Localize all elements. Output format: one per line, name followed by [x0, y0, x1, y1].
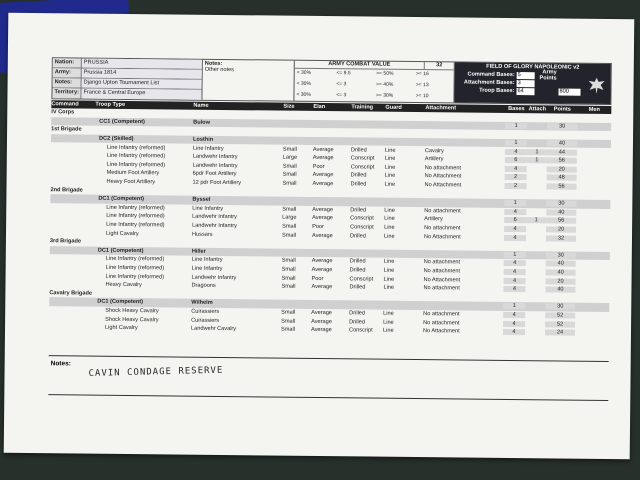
acv-cell: <= 3	[336, 92, 347, 99]
cell-attachment	[425, 134, 505, 135]
cell-attachment: No attachment	[424, 207, 461, 215]
other-notes-label: Notes:	[204, 60, 223, 67]
cell-bases: 6	[505, 157, 527, 163]
cell-troop-type	[94, 242, 192, 243]
cell-size: Small	[282, 206, 297, 213]
cell-guard: Line	[384, 181, 396, 188]
cell-name: Landwehr Infantry	[192, 153, 238, 161]
cell-bases: 1	[503, 303, 525, 309]
cell-bases: 4	[503, 286, 525, 292]
cell-training: Drilled	[350, 147, 367, 154]
cell-name: Bulow	[193, 119, 210, 126]
col-size: Size	[283, 103, 295, 110]
cell-bases: 4	[504, 235, 526, 241]
footer-notes-label: Notes:	[50, 360, 71, 368]
cell-guard: Line	[384, 224, 395, 231]
cell-points: 40	[546, 269, 576, 275]
cell-points: 24	[545, 330, 575, 336]
cell-elan: Average	[312, 180, 334, 188]
cell-bases: 2	[505, 183, 527, 189]
cell-command: IV Corps	[51, 109, 75, 116]
cell-elan: Average	[312, 146, 334, 153]
handwritten-note: CAVIN CONDAGE RESERVE	[88, 365, 224, 379]
cell-name: Dragoons	[191, 282, 216, 290]
attachment-bases-value: 3	[517, 80, 535, 87]
cell-size: Small	[281, 275, 296, 282]
cell-elan: Average	[311, 232, 333, 239]
army-points-value: 800	[558, 88, 580, 95]
cell-size: Small	[281, 232, 297, 239]
army-label: Army:	[53, 68, 81, 77]
cell-guard: Line	[384, 164, 396, 171]
cell-name: Cuirassiers	[191, 317, 220, 324]
cell-points: 20	[546, 278, 576, 284]
cell-troop-type: Line Infantry (reformed)	[106, 221, 165, 229]
cell-elan: Average	[312, 215, 333, 222]
cell-size: Large	[282, 215, 297, 222]
cell-bases: 1	[504, 252, 526, 258]
col-men: Men	[588, 106, 600, 113]
cell-attachment: No attachment	[423, 319, 460, 327]
cell-training: Drilled	[349, 310, 366, 317]
cell-troop-type: Line Infantry (reformed)	[106, 153, 166, 160]
cell-training: Drilled	[349, 258, 366, 265]
cell-attach: 1	[526, 218, 546, 224]
eagle-icon	[586, 76, 606, 96]
nation-label: Nation:	[53, 58, 81, 67]
cell-attach: 1	[527, 157, 547, 163]
acv-cell: >= 30%	[375, 92, 394, 99]
cell-bases: 2	[505, 174, 527, 180]
cell-troop-type	[93, 293, 191, 294]
col-attach: Attach	[528, 106, 547, 113]
cell-troop-type: DC2 (Skilled)	[98, 135, 134, 143]
acv-value: 32	[424, 62, 454, 69]
cell-attachment	[424, 254, 504, 255]
cell-attachment: Artillery	[424, 216, 443, 223]
cell-size: Small	[280, 326, 296, 333]
cell-size: Small	[282, 163, 297, 170]
notes-label: Notes:	[53, 78, 81, 87]
cell-troop-type: Line Infantry (reformed)	[106, 144, 166, 152]
cell-name: Line Infantry	[191, 257, 223, 264]
cell-points: 56	[547, 183, 577, 189]
cell-troop-type: Line Infantry (reformed)	[105, 264, 165, 272]
cell-command: 2nd Brigade	[50, 186, 83, 194]
col-name: Name	[193, 102, 209, 109]
cell-guard: Line	[383, 267, 395, 274]
cell-training: Conscript	[350, 224, 374, 231]
cell-attachment: No Attachment	[422, 328, 460, 335]
cell-elan: Average	[311, 318, 332, 325]
cell-bases: 4	[503, 320, 525, 326]
cell-name: Hussars	[191, 231, 213, 238]
cell-points: 44	[547, 149, 577, 155]
col-elan: Elan	[313, 103, 326, 111]
cell-guard: Line	[383, 259, 395, 266]
territory-label: Territory:	[52, 88, 80, 98]
cell-troop-type: CC1 (Competent)	[99, 118, 145, 126]
cell-elan: Poor	[312, 223, 324, 231]
acv-cell: >= 16	[415, 71, 429, 78]
cell-bases: 4	[504, 260, 526, 266]
cell-attachment: No Attachment	[423, 276, 461, 284]
cell-guard: Line	[383, 319, 394, 326]
cell-name: Landwehr Infantry	[192, 222, 237, 230]
cell-name	[193, 114, 283, 115]
cell-attachment: No attachment	[423, 268, 461, 275]
cell-elan: Average	[311, 284, 333, 291]
cell-size: Large	[282, 154, 298, 162]
cell-elan: Average	[311, 258, 333, 265]
cell-attachment: Artillery	[424, 156, 444, 163]
cell-attachment: No attachment	[423, 259, 461, 266]
acv-grid	[294, 69, 453, 104]
cell-training: Conscript	[350, 155, 375, 162]
cell-troop-type	[95, 130, 193, 131]
cell-attachment: Cavalry	[424, 147, 444, 154]
paper-sheet	[4, 13, 635, 460]
cell-size: Small	[282, 172, 297, 179]
cell-points: 48	[547, 175, 577, 181]
cell-elan: Average	[311, 266, 333, 274]
cell-troop-type: Medium Foot Artillery	[106, 170, 160, 177]
cell-guard: Line	[384, 207, 395, 214]
cell-guard: Line	[384, 155, 396, 163]
acv-cell: >= 50%	[376, 70, 394, 77]
cell-attachment	[423, 297, 503, 298]
acv-cell: < 30%	[296, 80, 311, 87]
cell-size: Small	[281, 309, 296, 316]
fog-panel	[454, 62, 610, 104]
cell-troop-type: Line Infantry (reformed)	[106, 161, 166, 169]
cell-troop-type: Light Cavalry	[105, 230, 139, 237]
cell-attachment: No attachment	[423, 311, 460, 318]
army-info	[52, 58, 202, 100]
cell-name: Hiller	[191, 248, 206, 255]
attachment-bases-label: Attachment Bases:	[463, 79, 515, 87]
cell-name: 6pdr Foot Artillery	[192, 171, 237, 178]
cell-guard: Line	[383, 233, 395, 240]
cell-name: Wilhelm	[191, 300, 213, 307]
col-bases: Bases	[508, 105, 525, 113]
acv-title: ARMY COMBAT VALUE	[328, 61, 391, 68]
cell-training: Drilled	[349, 284, 366, 291]
col-command: Command	[51, 101, 79, 108]
cell-attachment	[424, 194, 504, 195]
cell-troop-type: Line Infantry (reformed)	[105, 256, 165, 263]
cell-troop-type	[94, 190, 192, 191]
fog-title: FIELD OF GLORY NAPOLEONIC v2	[486, 63, 580, 71]
notes-value: Django Upton Tournament List	[81, 78, 202, 88]
troop-bases-label: Troop Bases:	[479, 87, 515, 95]
cell-size: Small	[282, 146, 297, 153]
cell-points: 30	[546, 201, 576, 207]
acv-cell: < 30%	[296, 91, 311, 98]
col-training: Training	[351, 104, 374, 111]
cell-troop-type: DC1 (Competent)	[97, 299, 144, 306]
col-guard: Guard	[385, 104, 402, 111]
cell-elan: Average	[312, 172, 334, 179]
cell-training: Drilled	[350, 172, 367, 179]
cell-points: 30	[546, 252, 576, 258]
cell-points: 40	[546, 261, 576, 267]
cell-size: Small	[281, 318, 296, 325]
cell-name: Line Infantry	[192, 145, 224, 152]
cell-bases: 4	[503, 329, 525, 335]
cell-training: Drilled	[349, 267, 366, 274]
col-points: Points	[553, 106, 571, 113]
cell-size: Small	[281, 283, 296, 290]
cell-points: 52	[545, 312, 575, 318]
cell-elan: Average	[311, 309, 332, 317]
acv-cell: <= 9.5	[336, 70, 351, 77]
cell-points: 32	[546, 235, 576, 241]
cell-size: Small	[281, 266, 296, 273]
cell-name: Line Infantry	[192, 205, 224, 212]
cell-troop-type: Heavy Cavalry	[105, 281, 142, 289]
other-notes	[202, 60, 294, 101]
cell-points: 40	[547, 140, 577, 146]
cell-guard: Line	[383, 276, 395, 283]
cell-attachment	[423, 305, 503, 306]
army-value: Prussia 1814	[81, 68, 202, 78]
col-troop-type: Troop Type	[95, 101, 126, 108]
cell-guard: Line	[384, 216, 395, 223]
cell-attachment: No attachment	[424, 164, 462, 172]
cell-guard: Line	[382, 327, 394, 334]
cell-troop-type: Shock Heavy Cavalry	[105, 316, 159, 323]
cell-guard: Line	[384, 147, 396, 154]
cell-command: Cavalry Brigade	[49, 289, 93, 297]
acv-cell: <= 3	[336, 81, 347, 88]
cell-name	[191, 294, 281, 295]
cell-elan: Average	[312, 206, 334, 213]
cell-troop-type	[95, 113, 193, 114]
army-points-label: Army Points	[539, 69, 557, 82]
cell-attachment	[425, 116, 505, 117]
cell-training: Drilled	[349, 318, 365, 326]
cell-attachment	[424, 202, 504, 203]
cell-name	[192, 243, 282, 244]
cell-bases: 4	[504, 209, 526, 215]
cell-command: 3rd Brigade	[49, 238, 82, 245]
cell-bases: 4	[504, 278, 526, 284]
cell-attachment	[425, 142, 505, 143]
cell-troop-type: DC1 (Competent)	[98, 195, 145, 203]
cell-training: Drilled	[349, 232, 366, 240]
cell-elan: Poor	[311, 275, 324, 282]
cell-troop-type: Light Cavalry	[104, 324, 138, 332]
cell-training: Drilled	[350, 207, 367, 214]
cell-training: Conscript	[350, 215, 374, 222]
acv-cell: < 30%	[296, 69, 312, 76]
cell-elan: Average	[310, 327, 332, 334]
cell-points: 56	[547, 158, 577, 164]
other-notes-value: Other notes	[204, 66, 234, 74]
cell-name: 12 pdr Foot Artillery	[192, 179, 242, 187]
cell-name: Landwehr Infantry	[192, 162, 238, 170]
army-combat-value	[294, 61, 454, 103]
cell-troop-type: Heavy Foot Artillery	[106, 178, 156, 186]
acv-cell: >= 40%	[376, 81, 394, 88]
cell-points: 52	[545, 321, 575, 327]
cell-bases: 4	[504, 226, 526, 232]
cell-points: 56	[546, 218, 576, 224]
command-bases-label: Command Bases:	[467, 71, 515, 79]
cell-name: Landwehr Infantry	[192, 214, 238, 221]
cell-name: Byssel	[192, 196, 211, 204]
cell-points: 30	[545, 304, 575, 310]
cell-troop-type: Line Infantry (reformed)	[106, 213, 165, 220]
cell-elan: Average	[312, 155, 334, 162]
cell-attachment: No attachment	[424, 225, 461, 232]
command-bases-value: 5	[517, 72, 535, 79]
cell-training: Conscript	[348, 327, 373, 334]
cell-points: 20	[546, 226, 576, 232]
cell-attachment: No attachment	[423, 285, 460, 292]
cell-points: 20	[547, 166, 577, 172]
nation-value: PRUSSIA	[81, 58, 202, 68]
cell-bases: 1	[505, 123, 527, 129]
cell-troop-type: DC1 (Competent)	[97, 247, 144, 254]
notes-box	[48, 355, 608, 401]
cell-attachment: No Attachment	[423, 233, 461, 241]
acv-cell: >= 13	[415, 82, 429, 89]
cell-size: Small	[282, 223, 297, 230]
cell-troop-type: Shock Heavy Cavalry	[105, 307, 159, 315]
cell-bases: 4	[505, 149, 527, 155]
cell-command: 1st Brigade	[51, 126, 82, 133]
troop-bases-value: 64	[516, 88, 534, 95]
cell-bases: 4	[503, 312, 525, 318]
cell-bases: 4	[505, 166, 527, 172]
cell-guard: Line	[383, 310, 394, 317]
cell-name: Line Infantry	[191, 265, 223, 272]
cell-name: Landwehr Cavalry	[190, 325, 237, 333]
cell-size: Small	[281, 258, 296, 265]
cell-guard: Line	[384, 173, 396, 180]
cell-troop-type: Line Infantry (reformed)	[106, 204, 165, 212]
cell-training: Conscript	[350, 164, 375, 171]
cell-training: Drilled	[350, 181, 367, 188]
cell-attachment: No Attachment	[424, 182, 462, 189]
cell-bases: 1	[505, 140, 527, 146]
cell-attach: 1	[527, 149, 547, 155]
cell-bases: 6	[504, 217, 526, 223]
cell-attachment	[425, 125, 505, 126]
cell-points: 40	[545, 287, 575, 293]
cell-bases: 4	[504, 269, 526, 275]
cell-size: Small	[282, 180, 297, 187]
cell-points: 40	[546, 209, 576, 215]
col-attachment: Attachment	[425, 105, 457, 112]
cell-training: Conscript	[349, 275, 374, 283]
cell-guard: Line	[383, 284, 395, 291]
cell-attachment	[424, 245, 504, 246]
cell-name: Cuirassiers	[191, 308, 220, 315]
cell-bases: 1	[504, 200, 526, 206]
cell-attachment: No Attachment	[424, 173, 462, 180]
cell-name	[193, 131, 283, 132]
acv-cell: >= 10	[415, 93, 429, 100]
territory-value: France & Central Europe	[80, 88, 201, 99]
cell-troop-type: Line Infantry (reformed)	[105, 273, 165, 280]
cell-name: Landwehr Infantry	[191, 274, 237, 281]
cell-name: Losthin	[192, 136, 214, 143]
army-list	[49, 57, 612, 337]
cell-elan: Poor	[312, 163, 325, 170]
cell-points: 30	[547, 123, 577, 129]
cell-name	[192, 191, 282, 192]
